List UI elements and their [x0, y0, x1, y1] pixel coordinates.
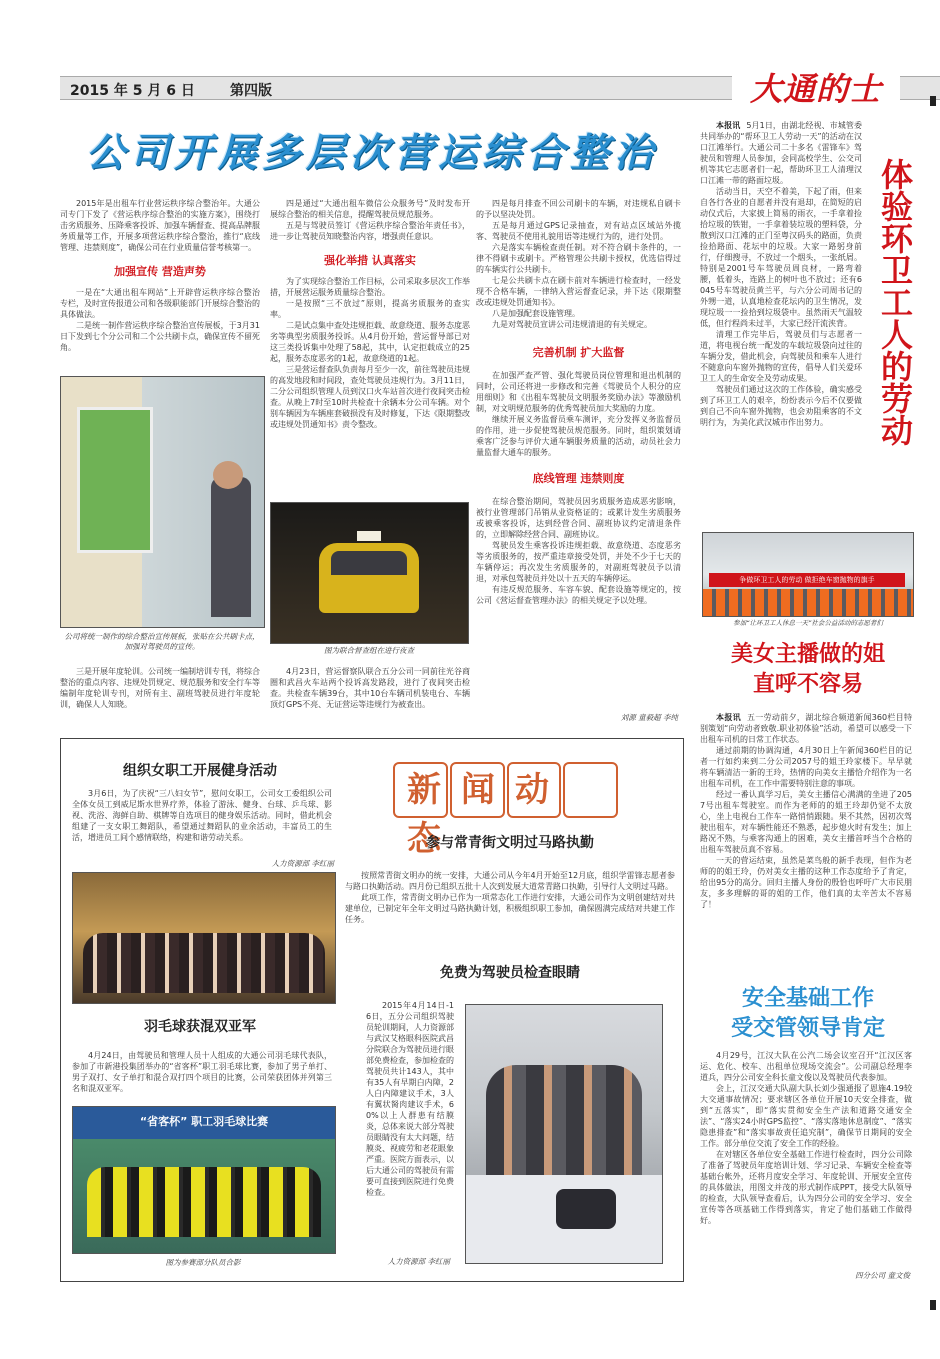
- subhead: 完善机制 扩大监督: [532, 346, 625, 359]
- right-article-1-title: 体验环卫工人的劳动: [876, 158, 914, 446]
- right-article-2-text: [700, 712, 912, 910]
- main-col-1b: [60, 666, 260, 710]
- para: 九是对驾驶员宣讲公司违规清退的有关规定。: [492, 320, 652, 329]
- para: 一天的营运结束，虽然是菜鸟般的新手表现，但作为老师的的姐王玲，仍对美女主播的这种工作态度给予了肯定，给出95分的高分。回归主播人身份的殷恰也呼吁广大市民朋友，多多理解的哥的姐的工作，他们真的太辛苦太不容易了！: [700, 856, 912, 909]
- para: 四是通过“大通出租车微信公众服务号”及时发布开展综合整治的相关信息，提醒驾驶员规范服务。: [270, 199, 470, 219]
- para: 有违反规范服务、车容车貌、配套设施等规定的，按公司《营运督查管理办法》的相关规定予以处理。: [476, 585, 681, 605]
- byline: 人力资源部 李红丽: [387, 1257, 450, 1266]
- para: 四是每月排查不回公司刷卡的车辆，对违规私自刷卡的予以坚决处罚。: [476, 199, 681, 219]
- para: 五是每月通过GPS记录抽查，对有站点区域站外揽客、驾驶员不使用礼貌用语等违规行为的，进行处罚。: [476, 221, 681, 241]
- main-col-2: [270, 198, 470, 430]
- subhead: 强化举措 认真落实: [324, 254, 416, 267]
- badminton-banner: “省客杯” 职工羽毛球比赛: [139, 1115, 269, 1128]
- badminton-text: [72, 1050, 332, 1094]
- badminton-team-photo: [72, 1106, 336, 1254]
- para: 此项工作，常青街文明办已作为一项常态化工作进行安排，大通公司作为文明创建结对共建单位，已制定年全年文明过马路执勤计划，积极组织职工参加，确保圆满完成结对共建工作任务。: [345, 893, 675, 924]
- para: 会上，江汉交通大队副大队长刘少强通报了恩施4.19较大交通事故情况；要求辖区各单位开展10天安全排查，做到“五落实”，即“落实贯彻安全生产法和道路交通安全法”、“落实24小时GPS监控”、“落实落地休息制度”、“落实隐患排查”和“落实事故责任追究制”，确保节日期间的安全工作。部分单位交流了安全工作的经验。: [700, 1084, 912, 1148]
- photo-caption: 图为联合督查组在进行夜查: [324, 646, 414, 655]
- lead: 本报讯: [716, 713, 741, 722]
- photo-caption: 公司将统一制作的综合整治宣传展板，张贴在公共刷卡点，加强对驾驶员的宣传。: [64, 632, 260, 651]
- byline: 四分公司 童文俊: [855, 1271, 910, 1280]
- women-fitness-text: [72, 788, 332, 843]
- para: 驾驶员发生乘客投诉违规拒载、故意绕道、态度恶劣等劣质服务的，按严重违章接受处罚，并处不少于七天的车辆停运；再次发生劣质服务的，对副班驾驶员予以清退，对承包驾驶员并处以十五天的车辆停运。: [476, 541, 681, 583]
- subhead: 加强宣传 营造声势: [114, 265, 206, 278]
- para: 通过前期的协调沟通，4月30日上午新闻360栏目的记者一行如约来到二分公司2057号的姐王玲家楼下。早早就将车辆清洁一新的王玲，热情的向美女主播恰介绍作为一名出租车司机，在工作中需要特别注意的事项。: [700, 746, 912, 788]
- volunteer-banner: 争做环卫工人的劳动 做拒绝车窗抛物的旗手: [709, 573, 905, 587]
- para: 一是按照“三不放过”原则，提高劣质服务的查实率。: [270, 299, 470, 319]
- para: 4月23日，营运督察队联合五分公司一同前往光谷商圈和武昌火车站两个投诉高发路段，进行了夜间突击检查。共检查车辆39台，其中10台车辆司机装电台、车辆顶灯GPS不亮、无证营运等违规行为被查出。: [270, 667, 470, 709]
- para: 七是公共刷卡点在刷卡前对车辆进行检查时，一经发现不合格车辆，一律纳入营运督查记录，并下达《限期整改或违规处罚通知书》。: [476, 276, 681, 307]
- main-col-2b: [270, 666, 470, 710]
- edge-marker: [930, 96, 936, 106]
- byline: 人力资源部 李红丽: [271, 859, 334, 868]
- edition-label: 第四版: [230, 83, 272, 99]
- women-group-photo: [72, 872, 336, 1004]
- para: 2015年4月14日-16日，五分公司组织驾驶员轮训期间，人力资源部与武汉艾格眼科医院武昌分院联合为驾驶员进行眼部免费检查，参加检查的驾驶员共计143人，其中有35人有早期白内障，2人白内障建议手术，3人有翼状胬肉建议手术，60%以上人群患有结膜炎，总体来说大部分驾驶员眼睛没有太大问题，结膜炎、视疲劳和老花眼象严重。医院方面表示，以后大通公司的驾驶员有需要可直接到医院进行免费检查。: [366, 1001, 454, 1197]
- para: 4月24日，由驾驶员和管理人员十人组成的大通公司羽毛球代表队，参加了市新港投集团举办的“省客杯”职工羽毛球比赛，参加了男子单打、男子双打、女子单打和混合双打四个项目的比赛，公司荣获团体并列第三名和混双亚军。: [72, 1051, 332, 1093]
- para: 三是营运督查队负责每月至少一次，前往驾驶员违规的高发地段和时间段，查处驾驶员违规行为。3月11日，二分公司组织管理人员到汉口火车站首次进行夜间突击检查。从晚上7时至10时共检查十余辆本分公司车辆。对个别车辆因为车辆座套破损没有及时修复，下达《限期整改或违规处罚通知书》责令整改。: [270, 365, 470, 429]
- byline: 刘源 童毅超 李纯: [620, 713, 678, 722]
- para: 五是与驾驶员签订《营运秩序综合整治年责任书》，进一步让驾驶员知晓整治内容，增强责任意识。: [270, 221, 470, 241]
- right-article-1-text: [700, 120, 862, 428]
- para: 按照常青街文明办的统一安排，大通公司从今年4月开始至12月底，组织学雷锋志愿者参与路口执勤活动。四月份已组织五批十人次到发展大道常青路口执勤，引导行人文明过马路。: [345, 871, 675, 891]
- para: 经过一番认真学习后，美女主播信心满满的坐进了2057号出租车驾驶室。而作为老师的的姐王玲却仍觉不太放心，坐上电视台工作车一路悄悄跟随。果不其然，因初次驾驶出租车，对车辆性能还不熟悉，起步熄火时有发生；加上路况不熟，与乘客沟通上的困难，美女主播首呼当个合格的出租车驾驶员真不容易。: [700, 790, 912, 854]
- right-article-3-title: 安全基础工作 受交管领导肯定: [730, 986, 885, 1041]
- para: 三是开展年度轮训。公司统一编制培训专刊，将综合整治的重点内容、违规处罚规定、规范服务和安全行车等编制年度轮训专刊，对所有主、副班驾驶员进行年度轮训，确保人人知晓。: [60, 667, 260, 709]
- para: 驾驶员们通过这次的工作体验，确实感受到了环卫工人的艰辛，纷纷表示今后不仅要做到自己不向车窗外抛物，也会劝阻乘客的不文明行为，为美化武汉城市作出努力。: [700, 385, 862, 427]
- para: 八是加强配套设施管理。: [492, 309, 580, 318]
- para: 3月6日，为了庆祝“三八妇女节”，慰问女职工，公司女工委组织公司全体女员工到威尼斯水世界疗养，体验了游泳、健身、台球、乒乓球、影视、洗浴、海鲜自助、棋牌等自选项目的健身娱乐活动。同时，借此机会组建了一支女职工舞蹈队，希望通过舞蹈队的业余活动，丰富员工的生活，增进员工间个感情联络，构建和谐劳动关系。: [72, 789, 332, 842]
- lead: 本报讯: [716, 121, 741, 130]
- eye-check-headline: 免费为驾驶员检查眼睛: [440, 965, 580, 981]
- night-taxi-photo: [270, 502, 469, 644]
- para: 4月29号，江汉大队在公汽二场会议室召开“江汉区客运、危化、校车、出租单位现场交流会”。公司副总经理李道兵，四分公司安全科长童文俊以及驾驶员代表参加。: [700, 1051, 912, 1082]
- issue-date: 2015 年 5 月 6 日: [70, 83, 195, 99]
- para: 2015年是出租车行业营运秩序综合整治年。大通公司专门下发了《营运秩序综合整治的实施方案》，围绕打击劣质服务、压降乘客投诉、加强车辆督查、提高品牌服务质量等工作，开展多项营运秩序综合整治，推行“底线管理、违禁则度”，确保公司在行业质量信誉考核第一。: [60, 199, 260, 252]
- photo-caption: 图为参赛部分队员合影: [165, 1258, 241, 1267]
- volunteers-photo: [702, 532, 914, 617]
- para: 一是在“大通出租车网站”上开辟营运秩序综合整治专栏，及时宣传报道公司和各级职能部门开展综合整治的具体做法。: [60, 288, 260, 319]
- para: 活动当日，天空不着美，下起了雨，但来自各行各业的自愿者并没有退却，在简短的启动仪式后，大家披上简易的雨衣，一手拿着捡拾垃圾的铁钳，一手拿着装垃圾的塑料袋，分散到汉口江滩的正门至粤汉码头的路面，负责捡拾路面、花坛中的垃圾。大家一路躬身前行，仔细搜寻，不放过一个烟头，一张纸屑。特别是2001号车驾驶员周良材，一路弯着腰，低着头，连路上的树叶也不放过；还有6045号车驾驶员黄兰平，与六分公司周书记的外甥一道，认真地检查花坛内的卫生情况，发现垃圾一一捡拾到垃圾袋中。虽然雨天气温较低，但行程尚未过半，大家已经汗流浃背。: [700, 187, 862, 328]
- exhibit-board-photo: [60, 376, 265, 628]
- main-headline: 公司开展多层次营运综合整治: [85, 131, 658, 176]
- main-col-3: [476, 198, 681, 606]
- masthead-logo: 大通的士: [732, 64, 900, 102]
- right-article-2-title: 美女主播做的姐 直呼不容易: [730, 642, 885, 697]
- eye-exam-photo: [465, 1004, 663, 1264]
- traffic-duty-headline: 参与常青街文明过马路执勤: [426, 835, 594, 851]
- eye-check-text: [366, 1000, 454, 1198]
- main-col-1: [60, 198, 260, 353]
- badminton-headline: 羽毛球获混双亚军: [144, 1019, 256, 1035]
- para: 二是统一制作营运秩序综合整治宣传展板，于3月31日下发到七个分公司和二个公共刷卡点，确保宣传不留死角。: [60, 321, 260, 352]
- para: 在对辖区各单位安全基础工作进行检查时，四分公司除了准备了驾驶员年度培训计划、学习记录、车辆安全检查等基础台帐外，还将月度安全学习、年度轮训、开展安全宣传的具体做法，用图文并茂的形式制作成PPT，接受大队领导的检查，大队领导查看后，认为四分公司的安全学习、安全宣传等各项基础工作得到落实，肯定了他们基础工作做得好。: [700, 1150, 912, 1225]
- para: 5月1日，由湖北经视、市城管委共同举办的“帮环卫工人劳动一天”的活动在汉口江滩举行。大通公司二十多名《雷锋车》驾驶员和管理人员参加，会同高校学生、公交司机等其它志愿者们一起，帮助环卫工人清理汉口江滩一带的路面垃圾。: [700, 121, 862, 185]
- photo-caption: 参加“让环卫工人休息一天”社会公益活动的志愿者们: [733, 619, 883, 627]
- para: 在综合整治期间，驾驶员因劣质服务造成恶劣影响，被行业管理部门吊销从业资格证的；或累计发生劣质服务或被乘客投诉，达到经营合同、副班协议约定清退条件的，立即解除经营合同、副班协议。: [476, 497, 681, 539]
- edge-marker: [930, 1300, 936, 1310]
- news-dynamics-banner: 新闻动态: [393, 762, 618, 818]
- para: 为了实现综合整治工作目标，公司采取多层次工作举措，开展营运服务质量综合整治。: [270, 277, 470, 297]
- right-article-3-text: [700, 1050, 912, 1226]
- para: 继续开展义务监督员乘车测评，充分发挥义务监督员的作用，进一步促使驾驶员规范服务。同时，组织策划请乘客广泛参与评价大通车辆服务质量的活动，动员社会力量监督大通车的服务。: [476, 415, 681, 457]
- para: 六是落实车辆检查责任制。对不符合刷卡条件的，一律不得刷卡或刷卡。严格管理公共刷卡授权，优选信得过的车辆实行公共刷卡。: [476, 243, 681, 274]
- para: 二是试点集中查处违规拒载、故意绕道、服务态度恶劣等典型劣质服务投诉。从4月份开始，营运督导部已对这三类投诉集中处理了58起，其中，认定拒载成立的25起，服务态度恶劣的1起，故意绕道的1起。: [270, 321, 470, 363]
- women-fitness-headline: 组织女职工开展健身活动: [123, 763, 277, 779]
- subhead: 底线管理 违禁则度: [532, 472, 625, 485]
- para: 五一劳动前夕，湖北综合频道新闻360栏目特别策划“向劳动者致敬.职业初体验”活动，希望可以感受一下出租车司机的日常工作状态。: [700, 713, 912, 744]
- para: 清理工作完毕后，驾驶员们与志愿者一道，将电视台统一配发的车载垃圾袋向过往的车辆分发，借此机会，向驾驶员和乘车人进行不随意向车窗外抛物的宣传，倡导人们关爱环卫工人的生命安全及劳动成果。: [700, 330, 862, 383]
- traffic-duty-text: [345, 870, 675, 925]
- para: 在加强严查严管、强化驾驶员岗位管理和退出机制的同时，公司还将进一步修改和完善《驾驶员个人积分的应用细则》和《出租车驾驶员文明服务奖励办法》等激励机制，对文明规范服务的优秀驾驶员加大奖励的力度。: [476, 371, 681, 413]
